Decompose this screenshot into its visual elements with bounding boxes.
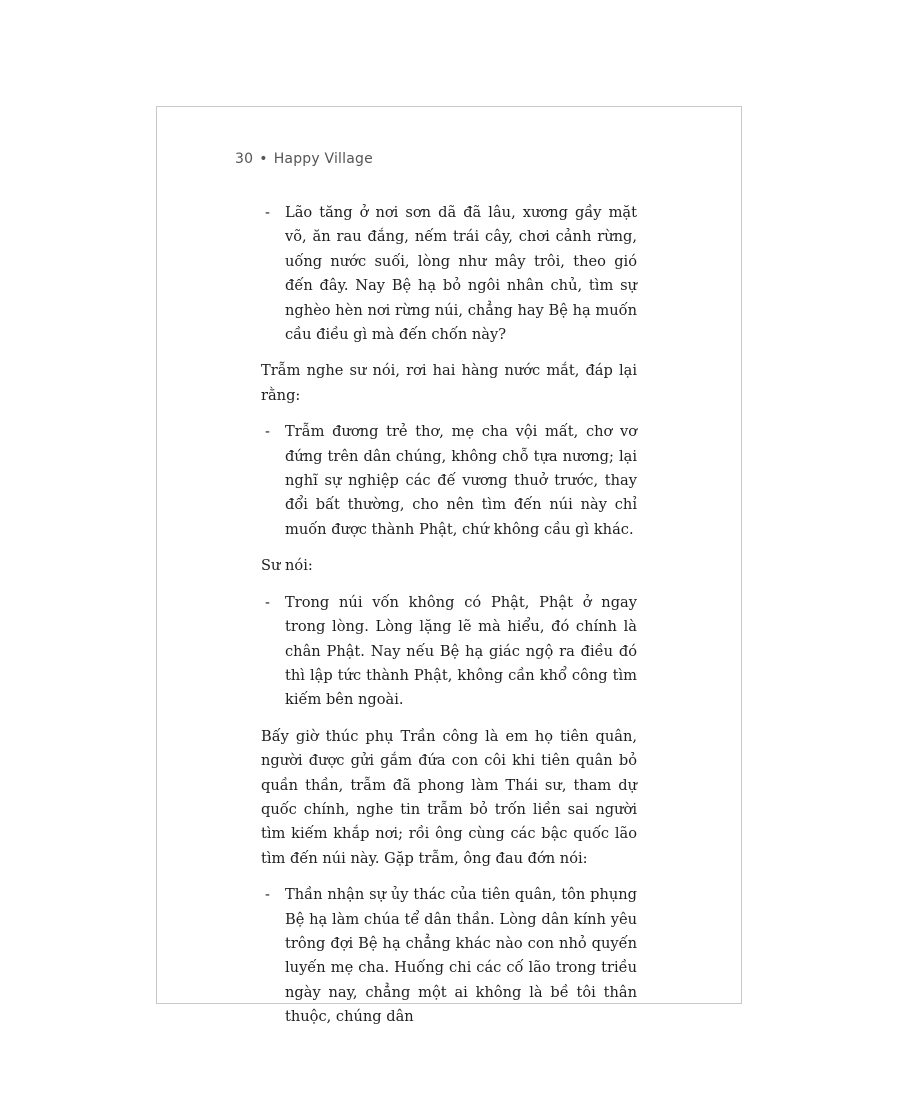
narrative-paragraph: Bấy giờ thúc phụ Trần công là em họ tiên quân, người được gửi gắm đứa con côi khi tiên quân bỏ quần thần, trẫm đã phong làm Thái sư, tham dự quốc chính, nghe tin trẫm bỏ trốn liền sai người tìm kiếm khắp nơi; rồi ông cùng các bậc quốc lão tìm đến núi này. Gặp trẫm, ông đau đớn nói: (261, 727, 637, 867)
dialogue-paragraph (265, 201, 637, 347)
header-separator: • (259, 151, 268, 167)
book-page (156, 106, 742, 1026)
dialogue-text: Lão tăng ở nơi sơn dã đã lâu, xương gầy mặt võ, ăn rau đắng, nếm trái cây, chơi cảnh rừng, uống nước suối, lòng như mây trôi, theo gió đến đây. Nay Bệ hạ bỏ ngôi nhân chủ, tìm sự nghèo hèn nơi rừng núi, chẳng hay Bệ hạ muốn cầu điều gì mà đến chốn này? (285, 204, 637, 344)
dialogue-dash: - (265, 204, 270, 221)
dialogue-paragraph (265, 883, 637, 1029)
page-body (261, 201, 637, 1042)
page-number: 30 (235, 151, 254, 167)
dialogue-paragraph (265, 591, 637, 713)
dialogue-dash: - (265, 423, 270, 441)
dialogue-text: Trẫm đương trẻ thơ, mẹ cha vội mất, chơ vơ đứng trên dân chúng, không chỗ tựa nương; lại nghĩ sự nghiệp các đế vương thuở trước, thay đổi bất thường, cho nên tìm đến núi này chỉ muốn được thành Phật, chứ không cầu gì khác. (285, 423, 637, 538)
narrative-paragraph: Sư nói: (261, 557, 313, 575)
dialogue-dash: - (265, 886, 270, 904)
running-header (235, 151, 373, 167)
dialogue-text: Trong núi vốn không có Phật, Phật ở ngay trong lòng. Lòng lặng lẽ mà hiểu, đó chính là chân Phật. Nay nếu Bệ hạ giác ngộ ra điều đó thì lập tức thành Phật, không cần khổ công tìm kiếm bên ngoài. (285, 593, 637, 709)
book-title: Happy Village (273, 151, 373, 167)
narrative-paragraph: Trẫm nghe sư nói, rơi hai hàng nước mắt, đáp lại rằng: (261, 362, 637, 404)
dialogue-paragraph (265, 420, 637, 542)
dialogue-text: Thần nhận sự ủy thác của tiên quân, tôn phụng Bệ hạ làm chúa tể dân thần. Lòng dân kính yêu trông đợi Bệ hạ chẳng khác nào con nhỏ quyến luyến mẹ cha. Huống chi các cố lão trong triều ngày nay, chẳng một ai không là bề tôi thân thuộc, chúng dân (285, 886, 637, 1026)
dialogue-dash: - (265, 593, 270, 611)
